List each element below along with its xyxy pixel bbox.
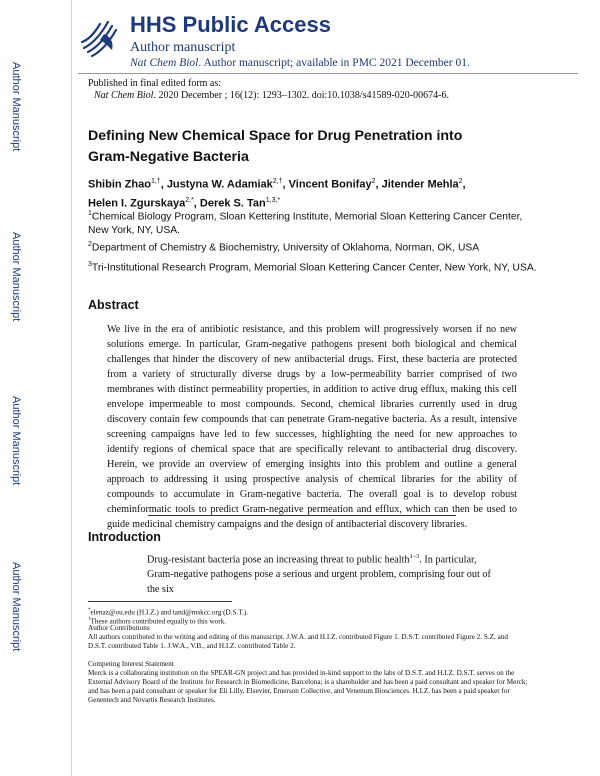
availability-text: . Author manuscript; available in PMC 2021 December 01. — [198, 57, 470, 69]
author-affiliation-marker: 2 — [458, 178, 463, 185]
author-separator: , — [282, 178, 289, 191]
author-name: Vincent Bonifay — [288, 178, 372, 191]
affiliation-number: 2 — [88, 241, 92, 248]
citation-journal: Nat Chem Biol — [94, 90, 154, 101]
author-name: Shibin Zhao — [88, 178, 151, 191]
author-name: Jitender Mehla — [381, 178, 459, 191]
affiliation-text: Department of Chemistry & Biochemistry, University of Oklahoma, Norman, OK, USA — [91, 242, 480, 254]
author-separator: , — [193, 197, 200, 210]
author-contributions-text: All authors contributed to the writing and editing of this manuscript. J.W.A. and H.I.Z. contributed Figure 1. D.S.T. contributed Figure 2. S.Z. and D.S.T. contributed Table 1. J.W.A., V.B., and H.I.Z. contributed Table 2. — [88, 633, 509, 650]
intro-text: . In particular, Gram-negative pathogens pose a serious and urgent problem, comprising four out of the six — [147, 554, 491, 596]
availability-line — [130, 57, 470, 69]
published-in-label: Published in final edited form as: — [88, 78, 222, 89]
equal-contribution-text: These authors contributed equally to this work. — [90, 617, 227, 626]
footnote-divider — [88, 601, 232, 602]
author-affiliation-marker: 1,3,* — [265, 196, 281, 204]
citation-line — [94, 90, 449, 101]
competing-interest-text: Merck is a collaborating institution on the SPEAR-GN project and has provided in-kind support to the labs of D.S.T. and H.I.Z. D.S.T. serves on the External Advisory Board of the Institute for Research in Biomedicine, Barcelona; is a shareholder and has been a paid consultant and speaker for Merck; and has been a paid consultant or speaker for Eli Lilly, Elsevier, Emerson Collective, and Venenum Biosciences. H.I.Z. has been a paid speaker for Genentech and Novartis Research Institutes. — [88, 669, 528, 704]
author-affiliation-marker: 1,† — [150, 178, 161, 185]
affiliation-number: 1 — [88, 210, 92, 217]
author-name: Helen I. Zgurskaya — [88, 197, 186, 210]
author-manuscript-subtitle: Author manuscript — [130, 40, 236, 55]
citation-text: . 2020 December ; 16(12): 1293–1302. doi:10.1038/s41589-020-00674-6. — [153, 90, 449, 101]
hhs-eagle-logo-icon — [78, 14, 122, 60]
author-separator: , — [462, 178, 466, 191]
author-separator: , — [160, 178, 167, 191]
abstract-body: We live in the era of antibiotic resistance, and this problem will progressively worsen if no new solutions emerge. In particular, Gram-negative pathogens present both biological and chemical challenges that hinder the discovery of new antibacterial drugs. First, these bacteria are protected from a variety of structurally diverse drugs by a low-permeability barrier comprised of two membranes with distinct permeability properties, in addition to active drug efflux, making this cell envelope impermeable to most compounds. Second, chemical libraries currently used in drug discovery contain few compounds that can penetrate Gram-negative bacteria. As a result, intensive screening campaigns have led to few successes, highlighting the need for new approaches to identify regions of chemical space that are specifically relevant to antibacterial drug discovery. Herein, we provide an overview of emerging insights into this problem and outline a general approach to addressing it using prospective analysis of chemical libraries for the ability of compounds to accumulate in Gram-negative bacteria. The overall goal is to develop robust cheminformatic tools to predict Gram-negative permeation and efflux, which can then be used to guide medicinal chemistry campaigns and the design of antibacterial discovery libraries. — [107, 324, 517, 530]
sidebar-divider — [71, 0, 72, 776]
author-name: Justyna W. Adamiak — [166, 178, 273, 191]
author-affiliation-marker: 2 — [371, 178, 376, 185]
author-separator: , — [375, 178, 382, 191]
journal-abbrev: Nat Chem Biol — [130, 57, 199, 69]
introduction-body — [147, 549, 502, 597]
abstract-heading: Abstract — [88, 298, 139, 312]
affiliation-text: Tri-Institutional Research Program, Memorial Sloan Kettering Cancer Center, New York, NY, USA. — [91, 262, 537, 274]
competing-interest-heading: Competing Interest Statement — [88, 660, 174, 668]
affiliation — [88, 238, 538, 255]
author-contributions-heading: Author Contributions — [88, 624, 150, 632]
author-affiliation-marker: 2,* — [185, 196, 194, 204]
affiliation — [88, 258, 538, 275]
author-affiliation-marker: 2,† — [272, 178, 283, 185]
affiliation — [88, 207, 538, 238]
author-list — [88, 174, 498, 211]
affiliation-number: 3 — [88, 261, 92, 268]
article-title: Defining New Chemical Space for Drug Penetration into Gram-Negative Bacteria — [88, 128, 463, 165]
introduction-heading: Introduction — [88, 530, 161, 544]
header-divider — [78, 73, 578, 74]
footnote-marker: * — [88, 608, 91, 613]
footnote-marker: † — [88, 617, 91, 622]
correspondence-text: elenaz@ou.edu (H.I.Z.) and tand@mskcc.org (D.S.T.). — [90, 608, 249, 617]
author-name: Derek S. Tan — [199, 197, 266, 210]
affiliation-text: Chemical Biology Program, Sloan Kettering Institute, Memorial Sloan Kettering Cancer Center, New York, NY, USA. — [88, 211, 523, 237]
intro-text: Drug-resistant bacteria pose an increasing threat to public health — [147, 554, 410, 566]
hhs-public-access-title: HHS Public Access — [130, 12, 331, 37]
reference-marker: 1–3 — [409, 553, 420, 560]
abstract-divider — [148, 515, 456, 516]
